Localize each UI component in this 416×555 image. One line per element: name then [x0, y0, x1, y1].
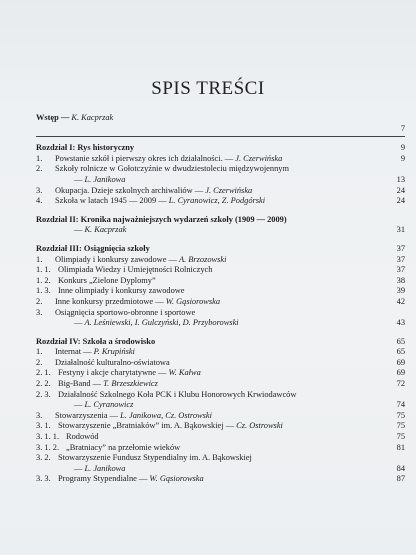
toc-entry-title [36, 244, 150, 255]
toc-entry-text: — [74, 463, 85, 473]
toc-page-number: 72 [396, 379, 405, 389]
toc-entry-text: Olimpiady i konkursy zawodowe — [55, 254, 179, 264]
toc-page-number: 69 [396, 357, 405, 367]
toc-chapter-heading [36, 244, 405, 255]
table-of-contents [36, 113, 405, 485]
toc-entry-text: Rozdział II: Kronika najważniejszych wydarzeń szkoły (1909 — 2009) [36, 214, 287, 224]
toc-entry-text: Okupacja. Dzieje szkolnych archiwaliów — [55, 185, 206, 195]
toc-page-number: 9 [400, 143, 405, 153]
toc-entry-title [74, 400, 133, 411]
toc-entry-text: — [74, 174, 85, 184]
toc-entry-text: Szkoła w latach 1945 — 2009 — [55, 196, 169, 206]
spacer [36, 236, 405, 244]
toc-entry-text: Szkoły rolnicze w Gołotczyźnie w dwudziestoleciu międzywojennym [55, 164, 289, 174]
page-title: SPIS TREŚCI [151, 78, 265, 99]
toc-entry-text: Rodowód [66, 432, 99, 442]
toc-entry-number: 1. [36, 254, 43, 264]
toc-entry-number: 3. [36, 185, 43, 195]
toc-page-number: 74 [396, 400, 405, 410]
toc-page-number: 38 [396, 275, 405, 285]
toc-page-number: 9 [400, 153, 405, 163]
toc-entry-number: 2. [36, 357, 43, 367]
toc-entry-title [58, 390, 296, 401]
toc-entry-number: 3. [36, 410, 43, 420]
toc-entry-text: Rozdział III: Osiągnięcia szkoły [36, 243, 150, 253]
divider [36, 136, 405, 137]
toc-entry [36, 358, 405, 369]
toc-entry [36, 265, 405, 276]
toc-entry-number: 2. 3. [36, 389, 51, 399]
toc-entry-number: 2. [36, 164, 43, 174]
toc-entry [36, 432, 405, 443]
toc-chapter-heading [36, 215, 405, 226]
toc-entry-number: 3. 1. 1. [36, 432, 60, 442]
toc-page-number: 75 [396, 410, 405, 420]
toc-entry [36, 390, 405, 401]
toc-page-number: 81 [396, 442, 405, 452]
toc-entry-text: — [74, 400, 85, 410]
toc-entry-title [58, 368, 201, 379]
toc-entry-text: Konkurs „Zielone Dyplomy” [58, 275, 156, 285]
toc-entry-author: P. Krupiński [93, 347, 135, 357]
toc-entry-title [58, 276, 156, 287]
toc-entry-author: K. Kacprzak [71, 113, 114, 122]
toc-entry-title [66, 432, 99, 443]
toc-entry-author: W. Gąsiorowska [149, 474, 204, 484]
toc-page-number: 75 [396, 421, 405, 431]
toc-page-number: 69 [396, 368, 405, 378]
toc-entry [36, 400, 405, 411]
toc-entry-title [58, 421, 283, 432]
toc-entry-title [36, 143, 134, 154]
toc-entry-title [36, 337, 155, 348]
toc-entry-text: Rozdział IV: Szkoła a środowisko [36, 336, 156, 346]
toc-entry-author: W. Gąsiorowska [165, 296, 221, 306]
toc-entry-number: 3. [36, 307, 43, 317]
toc-chapter-heading [36, 143, 405, 154]
toc-entry-text: Internat — [55, 347, 94, 357]
toc-entry [36, 297, 405, 308]
toc-page-number: 31 [396, 225, 405, 235]
toc-entry-text: Big-Band — [58, 379, 104, 389]
toc-entry-text: Rozdział I: Rys historyczny [36, 143, 135, 153]
toc-page-number: 24 [396, 185, 405, 195]
toc-entry-author: Cz. Ostrowski [236, 421, 283, 431]
toc-entry-author: L. Janikowa [84, 463, 126, 473]
toc-entry-title [55, 186, 252, 197]
toc-entry [36, 347, 405, 358]
toc-entry-number: 1. 3. [36, 286, 51, 296]
toc-entry-text: Stowarzyszenia — [55, 410, 121, 420]
toc-entry [36, 421, 405, 432]
toc-entry [36, 308, 405, 319]
toc-entry-title [55, 196, 265, 207]
toc-entry-title [55, 164, 289, 175]
toc-entry-text: — [74, 225, 85, 235]
toc-entry-number: 3. 3. [36, 474, 51, 484]
toc-page-number: 24 [396, 196, 405, 206]
toc-entry [36, 154, 405, 165]
toc-entry-text: Stowarzyszenie „Bratniaków” im. A. Bąkowskiej — [58, 421, 237, 431]
toc-entry-title [58, 453, 252, 464]
toc-entry-author: A. Brzozowski [178, 254, 227, 264]
toc-entry [36, 474, 405, 485]
toc-entry-title [74, 464, 125, 475]
toc-entry-title [74, 225, 126, 236]
toc-entry-title [58, 265, 212, 276]
toc-entry-text: Wstęp — [36, 113, 72, 122]
toc-entry-title [58, 379, 158, 390]
toc-entry [36, 286, 405, 297]
toc-entry-number: 2. 2. [36, 379, 51, 389]
toc-page-number: 39 [396, 286, 405, 296]
toc-entry-text: Programy Stypendialne — [58, 474, 150, 484]
toc-entry [36, 276, 405, 287]
toc-entry-number: 3. 1. [36, 421, 51, 431]
toc-page-number: 65 [396, 347, 405, 357]
toc-entry-author: L. Cyranowicz, Z. Podgórski [168, 196, 266, 206]
toc-entry-number: 1. 1. [36, 265, 51, 275]
toc-entry-number: 1. [36, 153, 43, 163]
toc-entry-title [55, 154, 282, 165]
toc-page-number: 87 [396, 474, 405, 484]
toc-entry [36, 225, 405, 236]
toc-entry-title [55, 297, 220, 308]
toc-chapter-heading [36, 113, 405, 124]
toc-entry-number: 1. [36, 347, 43, 357]
toc-entry [36, 318, 405, 329]
toc-entry-text: Festyny i akcje charytatywne — [58, 368, 169, 378]
toc-entry-title [55, 358, 170, 369]
toc-entry-title [55, 308, 195, 319]
toc-page-number: 37 [396, 254, 405, 264]
toc-entry-title [66, 443, 180, 454]
toc-entry-author: W. Kałwa [168, 368, 201, 378]
toc-entry-text: Osiągnięcia sportowo-obronne i sportowe [55, 307, 196, 317]
toc-entry-text: Olimpiada Wiedzy i Umiejętności Rolniczych [58, 265, 213, 275]
toc-entry-author: L. Janikowa, Cz. Ostrowski [120, 410, 212, 420]
toc-entry [36, 443, 405, 454]
toc-entry-number: 4. [36, 196, 43, 206]
toc-entry-text: „Bratniacy” na przełomie wieków [66, 442, 181, 452]
toc-entry-title [74, 175, 125, 186]
toc-chapter-heading [36, 337, 405, 348]
toc-entry-title [36, 215, 287, 226]
toc-entry [36, 186, 405, 197]
toc-entry-text: Powstanie szkół i pierwszy okres ich działalności. — [55, 153, 236, 163]
toc-entry-number: 3. 2. [36, 453, 51, 463]
toc-entry-number: 2. 1. [36, 368, 51, 378]
toc-entry [36, 453, 405, 464]
toc-entry [36, 379, 405, 390]
toc-page-number: 43 [396, 318, 405, 328]
toc-entry [36, 464, 405, 475]
toc-entry [36, 368, 405, 379]
toc-entry-text: Inne olimpiady i konkursy zawodowe [58, 286, 185, 296]
spacer [36, 329, 405, 337]
toc-entry-number: 1. 2. [36, 275, 51, 285]
toc-entry-title [58, 286, 185, 297]
toc-entry-text: Działalność Szkolnego Koła PCK i Klubu Honorowych Krwiodawców [58, 389, 297, 399]
toc-entry-text: — [74, 318, 85, 328]
spacer [36, 207, 405, 215]
toc-entry [36, 175, 405, 186]
toc-entry-text: Stowarzyszenie Fundusz Stypendialny im. A. Bąkowskiej [58, 453, 252, 463]
toc-entry-title [55, 347, 135, 358]
toc-entry-author: L. Janikowa [84, 174, 126, 184]
toc-entry [36, 255, 405, 266]
toc-entry [36, 164, 405, 175]
toc-entry-author: L. Cyranowicz [84, 400, 134, 410]
toc-page-number: 37 [396, 243, 405, 253]
toc-entry-author: A. Leśniewski, I. Gulczyński, D. Przyborowski [84, 318, 239, 328]
toc-entry-title [55, 411, 212, 422]
toc-entry-text: Inne konkursy przedmiotowe — [55, 296, 166, 306]
toc-entry-title [36, 113, 113, 124]
toc-entry-number: 3. 1. 2. [36, 442, 60, 452]
toc-entry [36, 411, 405, 422]
toc-page-number: 84 [396, 463, 405, 473]
toc-entry-title [74, 318, 239, 329]
toc-entry-number: 2. [36, 296, 43, 306]
toc-entry-title [58, 474, 204, 485]
toc-entry [36, 196, 405, 207]
toc-page-number: 7 [400, 123, 405, 133]
toc-page-number: 13 [396, 174, 405, 184]
toc-entry-author: T. Brzeszkiewicz [103, 379, 158, 389]
toc-entry-author: J. Czerwińska [205, 185, 253, 195]
toc-entry-author: J. Czerwińska [235, 153, 283, 163]
toc-entry-author: K. Kacprzak [84, 225, 127, 235]
toc-entry-title [55, 255, 226, 266]
toc-page-number: 37 [396, 265, 405, 275]
toc-page-number: 75 [396, 432, 405, 442]
toc-page-number: 42 [396, 296, 405, 306]
toc-entry [36, 124, 405, 135]
toc-entry-text: Działalność kulturalno-oświatowa [55, 357, 170, 367]
toc-page-number: 65 [396, 336, 405, 346]
